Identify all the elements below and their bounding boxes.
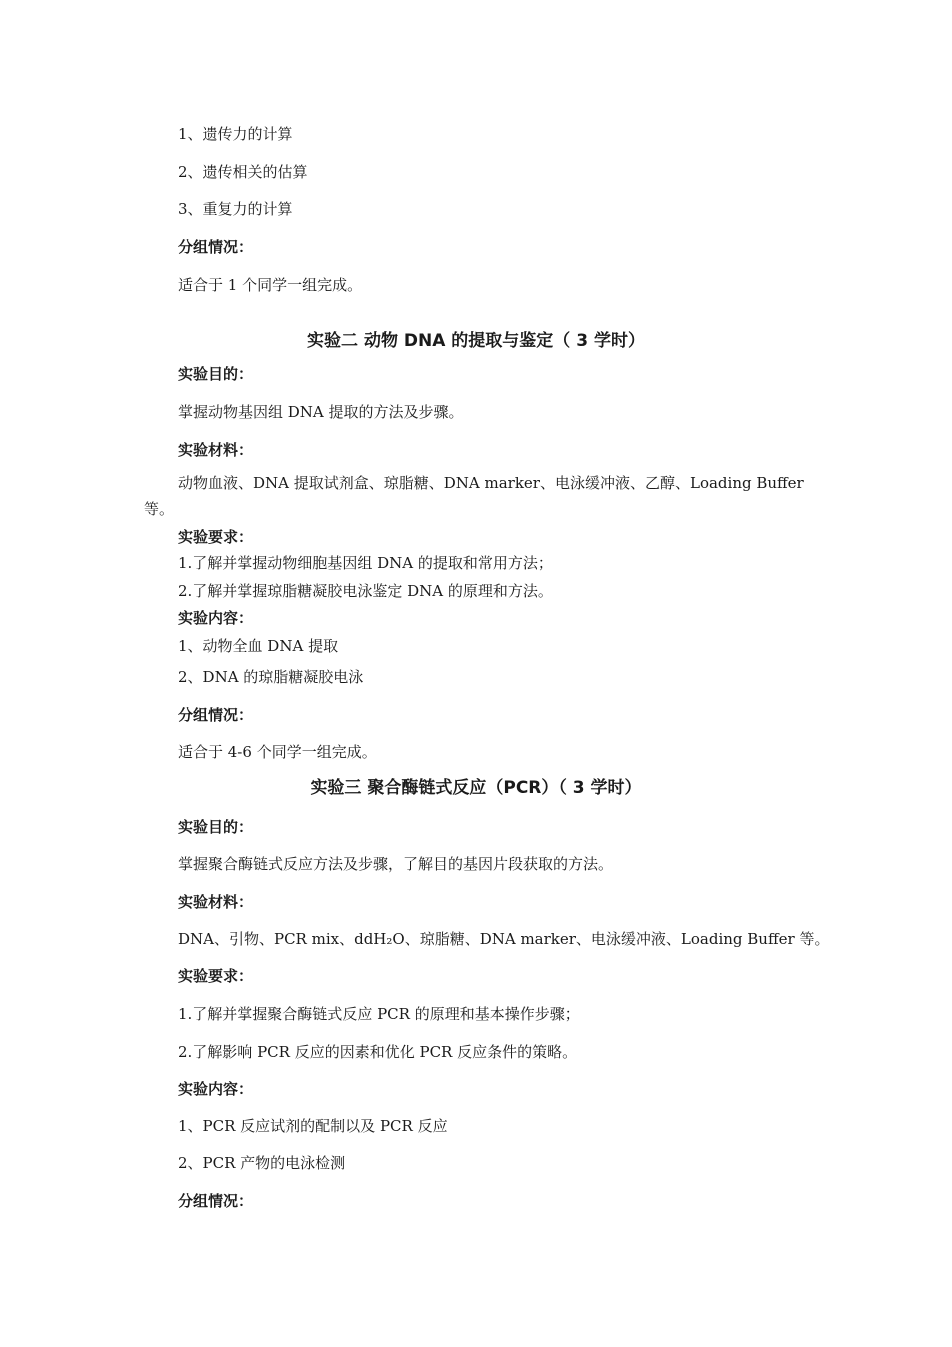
list-item: 1、动物全血 DNA 提取 xyxy=(178,637,339,655)
section-heading: 分组情况： xyxy=(178,706,254,724)
section-heading: 实验内容： xyxy=(178,1080,254,1098)
list-item: 3、重复力的计算 xyxy=(178,200,293,218)
list-item: 1.了解并掌握动物细胞基因组 DNA 的提取和常用方法； xyxy=(178,554,553,572)
experiment-title: 实验三 聚合酶链式反应（PCR）（ 3 学时） xyxy=(310,778,642,798)
section-heading: 实验目的： xyxy=(178,365,254,383)
section-heading: 实验内容： xyxy=(178,609,254,627)
paragraph: 适合于 4-6 个同学一组完成。 xyxy=(178,743,377,761)
list-item: 2、DNA 的琼脂糖凝胶电泳 xyxy=(178,668,364,686)
section-heading: 分组情况： xyxy=(178,238,254,256)
paragraph: DNA、引物、PCR mix、ddH₂O、琼脂糖、DNA marker、电泳缓冲液、Loading Buffer 等。 xyxy=(178,930,830,948)
paragraph: 掌握聚合酶链式反应方法及步骤，了解目的基因片段获取的方法。 xyxy=(178,855,614,873)
list-item: 2.了解影响 PCR 反应的因素和优化 PCR 反应条件的策略。 xyxy=(178,1043,578,1061)
list-item: 1、遗传力的计算 xyxy=(178,125,293,143)
section-heading: 实验材料： xyxy=(178,441,254,459)
section-heading: 实验要求： xyxy=(178,528,254,546)
paragraph: 适合于 1 个同学一组完成。 xyxy=(178,276,363,294)
list-item: 2、遗传相关的估算 xyxy=(178,163,308,181)
section-heading: 实验目的： xyxy=(178,818,254,836)
list-item: 2.了解并掌握琼脂糖凝胶电泳鉴定 DNA 的原理和方法。 xyxy=(178,582,553,600)
list-item: 1.了解并掌握聚合酶链式反应 PCR 的原理和基本操作步骤； xyxy=(178,1005,580,1023)
section-heading: 分组情况： xyxy=(178,1192,254,1210)
paragraph: 动物血液、DNA 提取试剂盒、琼脂糖、DNA marker、电泳缓冲液、乙醇、Loading Buffer xyxy=(178,474,804,492)
list-item: 1、PCR 反应试剂的配制以及 PCR 反应 xyxy=(178,1117,448,1135)
section-heading: 实验要求： xyxy=(178,967,254,985)
experiment-title: 实验二 动物 DNA 的提取与鉴定（ 3 学时） xyxy=(307,331,645,351)
paragraph: 掌握动物基因组 DNA 提取的方法及步骤。 xyxy=(178,403,464,421)
list-item: 2、PCR 产物的电泳检测 xyxy=(178,1154,346,1172)
paragraph-continuation: 等。 xyxy=(144,500,175,518)
section-heading: 实验材料： xyxy=(178,893,254,911)
